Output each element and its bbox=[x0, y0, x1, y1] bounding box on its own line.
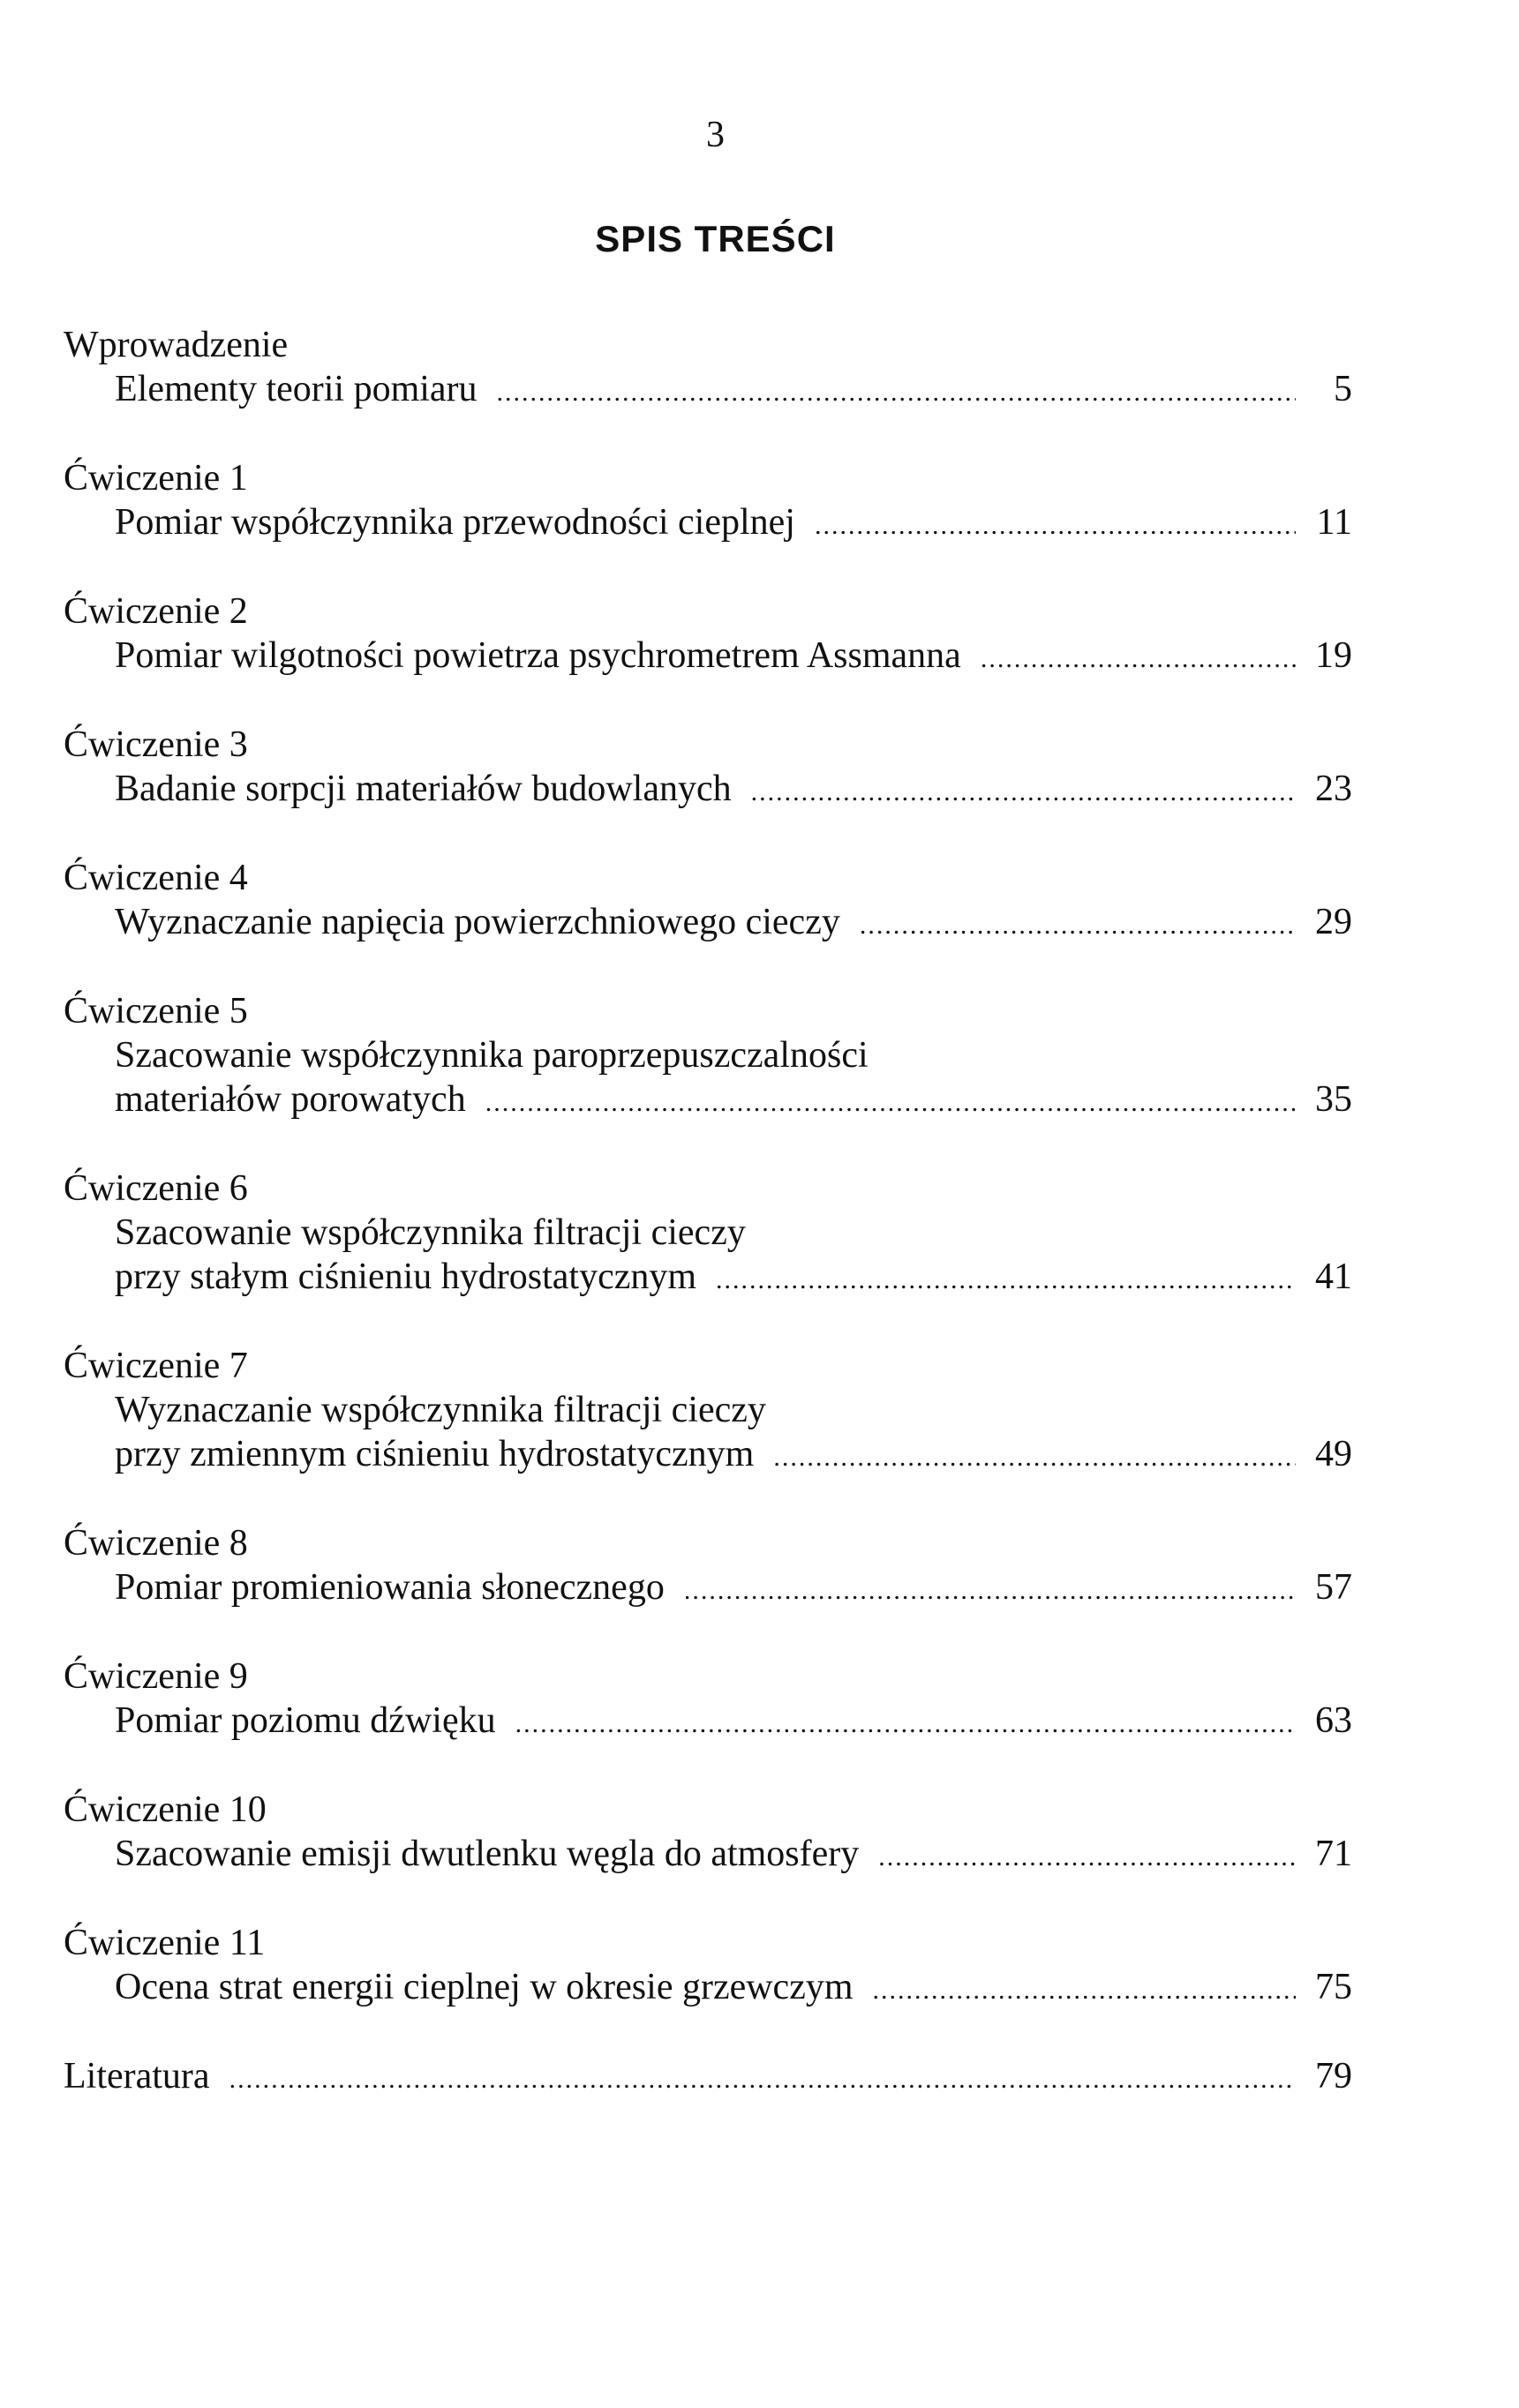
toc-entry-title: materiałów porowatych bbox=[115, 1079, 466, 1120]
toc-entry-page: 23 bbox=[1315, 769, 1352, 809]
toc-entry-page: 49 bbox=[1315, 1434, 1352, 1474]
toc-entry-title: Pomiar poziomu dźwięku bbox=[115, 1700, 496, 1741]
toc-section-header: Ćwiczenie 1 bbox=[64, 458, 248, 499]
dot-leader bbox=[485, 1081, 1296, 1125]
toc-entry[interactable] bbox=[64, 767, 1352, 811]
toc-section-exercise-3 bbox=[64, 723, 1352, 811]
dot-leader bbox=[497, 371, 1296, 415]
toc-section-exercise-6 bbox=[64, 1166, 1352, 1299]
toc-entry[interactable] bbox=[64, 367, 1352, 411]
dot-leader bbox=[229, 2058, 1296, 2102]
toc-entry[interactable] bbox=[64, 1077, 1352, 1121]
toc-entry-title: Szacowanie emisji dwutlenku węgla do atmosfery bbox=[115, 1834, 860, 1874]
toc-entry-title: przy stałym ciśnieniu hydrostatycznym bbox=[115, 1257, 697, 1297]
toc-entry-title: Ocena strat energii cieplnej w okresie grzewczym bbox=[115, 1967, 853, 2007]
toc-entry-page: 35 bbox=[1315, 1079, 1352, 1120]
toc-section-header: Ćwiczenie 9 bbox=[64, 1656, 248, 1697]
dot-leader bbox=[515, 1702, 1296, 1746]
toc-entry-title-line: Szacowanie współczynnika filtracji cieczy bbox=[115, 1212, 746, 1253]
toc-entry[interactable] bbox=[64, 900, 1352, 944]
toc-entry-title: Pomiar promieniowania słonecznego bbox=[115, 1567, 665, 1608]
toc-section-header: Ćwiczenie 7 bbox=[64, 1346, 248, 1386]
toc-entry-title: przy zmiennym ciśnieniu hydrostatycznym bbox=[115, 1434, 755, 1474]
toc-section-header: Ćwiczenie 5 bbox=[64, 991, 248, 1031]
toc-section-introduction bbox=[64, 323, 1352, 411]
toc-section-header: Ćwiczenie 11 bbox=[64, 1923, 266, 1963]
toc-section-header: Ćwiczenie 2 bbox=[64, 591, 248, 632]
toc-entry-title: Pomiar wilgotności powietrza psychrometrem Assmanna bbox=[115, 635, 961, 676]
toc-section-header: Ćwiczenie 6 bbox=[64, 1168, 248, 1209]
toc-entry[interactable] bbox=[64, 1965, 1352, 2009]
toc-entry-title-line: Wyznaczanie współczynnika filtracji cieczy bbox=[115, 1390, 766, 1430]
toc-section-exercise-2 bbox=[64, 589, 1352, 678]
table-of-contents bbox=[64, 323, 1352, 2098]
dot-leader bbox=[873, 1969, 1296, 2013]
toc-entry[interactable] bbox=[64, 634, 1352, 678]
toc-section-header: Ćwiczenie 4 bbox=[64, 858, 248, 898]
toc-entry[interactable] bbox=[64, 1832, 1352, 1876]
toc-entry-page: 19 bbox=[1315, 635, 1352, 676]
toc-entry-page: 63 bbox=[1315, 1700, 1352, 1741]
toc-entry-title: Pomiar współczynnika przewodności cieplnej bbox=[115, 502, 795, 543]
toc-entry[interactable] bbox=[64, 1699, 1352, 1743]
dot-leader bbox=[751, 770, 1296, 814]
toc-entry[interactable] bbox=[64, 1432, 1352, 1476]
toc-section-literature bbox=[64, 2054, 1352, 2098]
toc-entry-title-line: Szacowanie współczynnika paroprzepuszczalności bbox=[115, 1035, 869, 1076]
dot-leader bbox=[981, 637, 1296, 681]
toc-entry-page: 41 bbox=[1315, 1257, 1352, 1297]
toc-section-exercise-9 bbox=[64, 1654, 1352, 1743]
toc-entry[interactable] bbox=[64, 2054, 1352, 2098]
toc-section-header: Ćwiczenie 10 bbox=[64, 1789, 267, 1830]
dot-leader bbox=[860, 904, 1296, 948]
toc-entry-page: 5 bbox=[1334, 369, 1352, 409]
toc-entry-page: 57 bbox=[1315, 1567, 1352, 1608]
toc-entry[interactable] bbox=[64, 500, 1352, 544]
toc-section-exercise-10 bbox=[64, 1788, 1352, 1876]
toc-entry-title: Badanie sorpcji materiałów budowlanych bbox=[115, 769, 732, 809]
dot-leader bbox=[684, 1569, 1296, 1613]
toc-section-header: Ćwiczenie 8 bbox=[64, 1523, 248, 1564]
toc-entry-page: 71 bbox=[1315, 1834, 1352, 1874]
toc-section-exercise-8 bbox=[64, 1521, 1352, 1609]
toc-section-exercise-11 bbox=[64, 1921, 1352, 2009]
toc-entry-page: 79 bbox=[1315, 2056, 1352, 2097]
toc-entry-title: Literatura bbox=[64, 2056, 210, 2097]
toc-entry-page: 29 bbox=[1315, 902, 1352, 942]
toc-entry[interactable] bbox=[64, 1255, 1352, 1299]
page-number: 3 bbox=[706, 115, 725, 155]
page-title: SPIS TREŚCI bbox=[595, 218, 836, 259]
toc-section-exercise-5 bbox=[64, 989, 1352, 1121]
dot-leader bbox=[716, 1258, 1296, 1302]
toc-section-exercise-4 bbox=[64, 856, 1352, 944]
toc-entry-title: Wyznaczanie napięcia powierzchniowego cieczy bbox=[115, 902, 840, 942]
toc-entry-page: 75 bbox=[1315, 1967, 1352, 2007]
toc-section-exercise-1 bbox=[64, 456, 1352, 544]
toc-entry-title: Elementy teorii pomiaru bbox=[115, 369, 478, 409]
toc-section-exercise-7 bbox=[64, 1344, 1352, 1476]
dot-leader bbox=[773, 1436, 1296, 1480]
toc-entry[interactable] bbox=[64, 1565, 1352, 1609]
dot-leader bbox=[815, 504, 1296, 548]
toc-entry-page: 11 bbox=[1316, 502, 1352, 543]
dot-leader bbox=[878, 1835, 1296, 1879]
toc-section-header: Wprowadzenie bbox=[64, 325, 289, 365]
toc-section-header: Ćwiczenie 3 bbox=[64, 724, 248, 765]
